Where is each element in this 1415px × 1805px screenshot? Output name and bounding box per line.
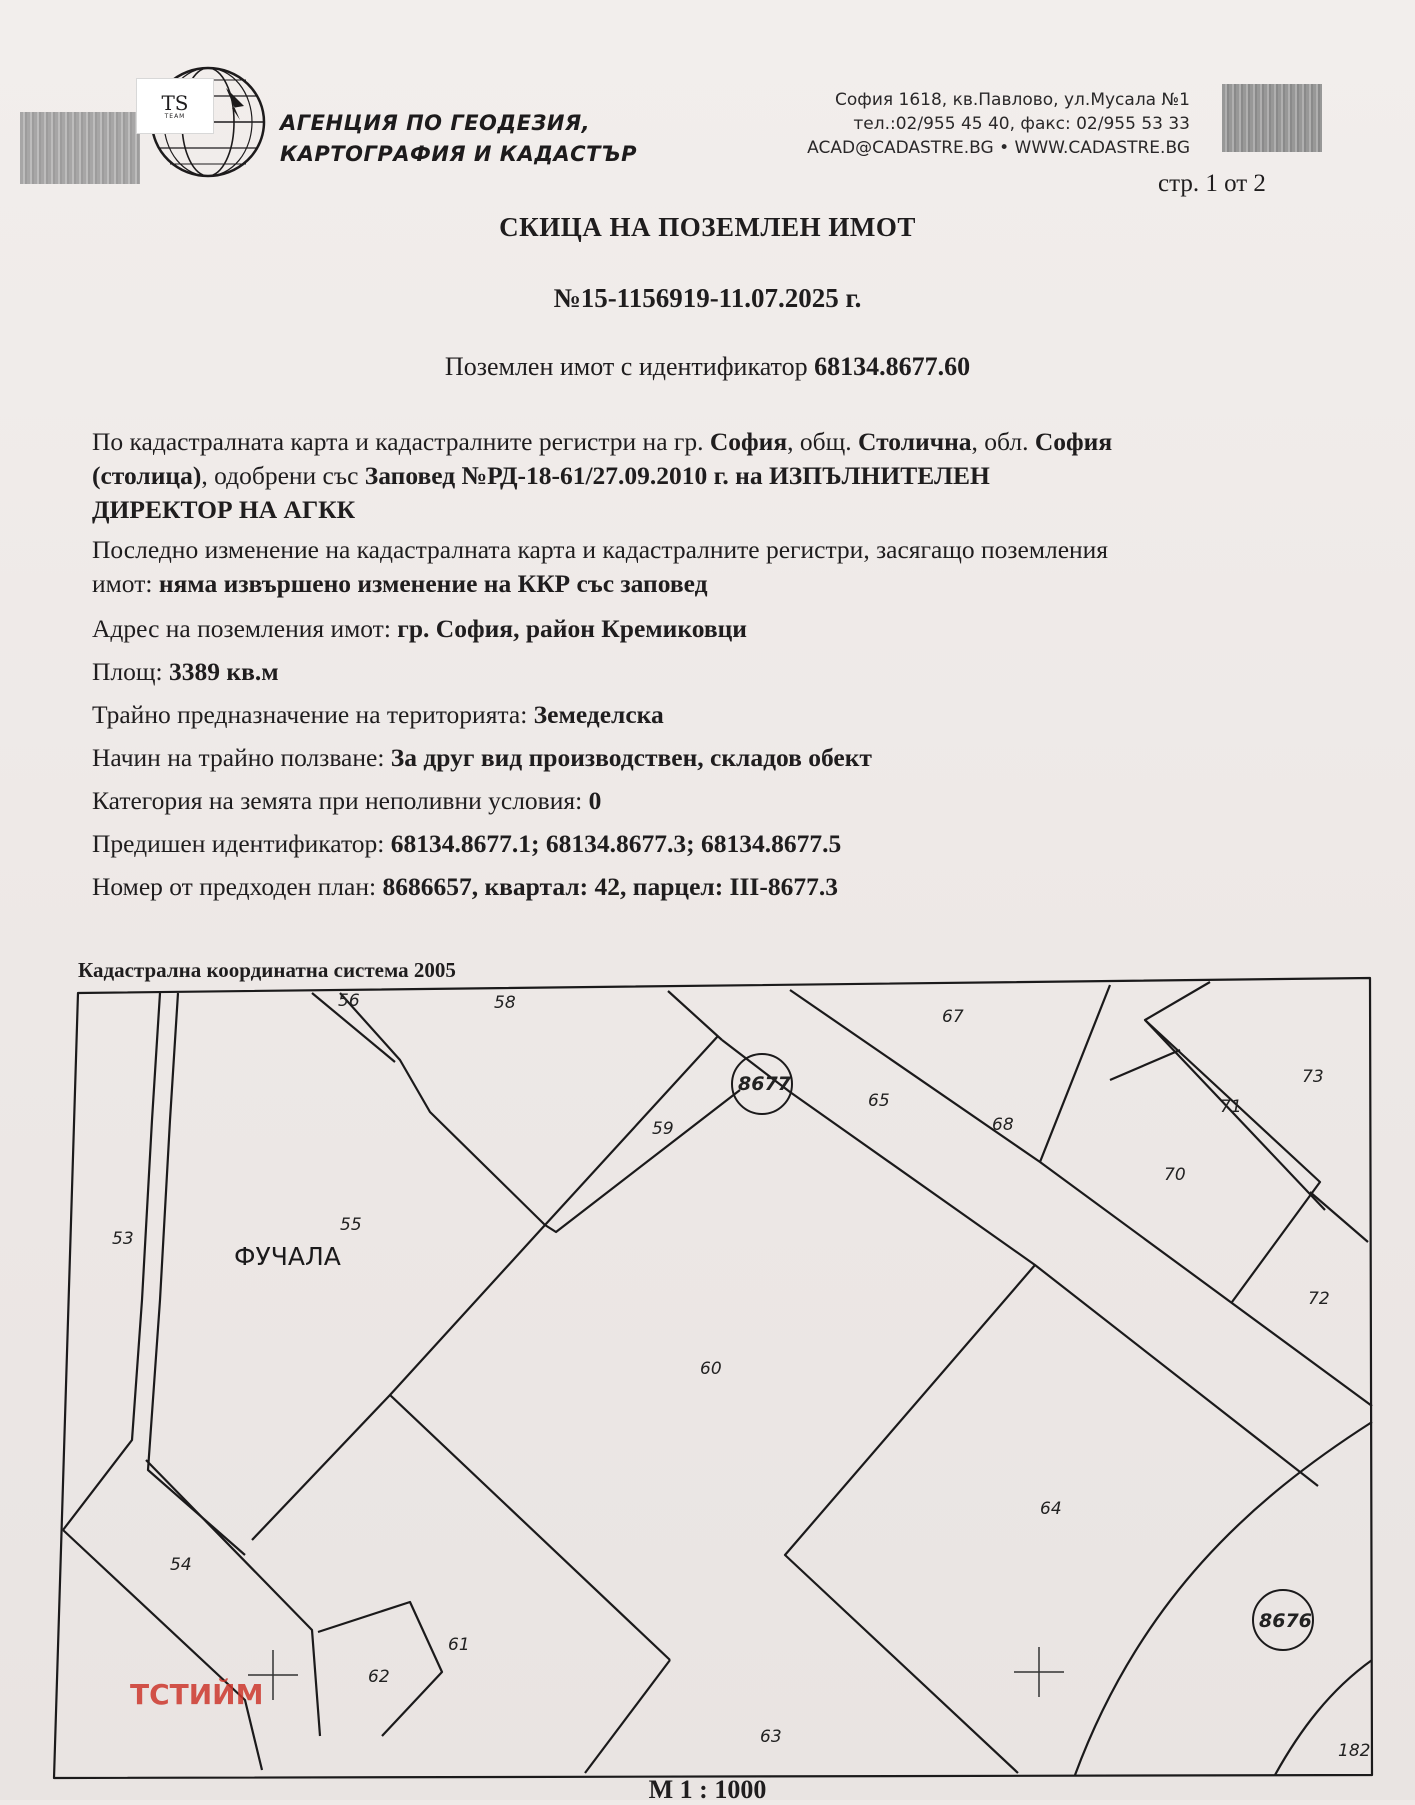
field-label: Предишен идентификатор: <box>92 829 391 858</box>
field-value: 68134.8677.1; 68134.8677.3; 68134.8677.5 <box>390 829 842 858</box>
parcel-label-64: 64 <box>1040 1499 1062 1519</box>
contact-address: София 1618, кв.Павлово, ул.Мусала №1 <box>835 90 1190 110</box>
field-value: 0 <box>588 786 602 815</box>
parcel-label-68: 68 <box>992 1115 1014 1135</box>
basis-text-2: , общ. <box>787 427 859 456</box>
parcel-boundary <box>785 1265 1035 1773</box>
parcel-label-59: 59 <box>652 1119 674 1139</box>
basis-region-note: (столица) <box>92 461 202 490</box>
parcel-boundary <box>1310 1192 1368 1242</box>
field-label: Адрес на поземления имот: <box>92 614 398 643</box>
basis-text-1: По кадастралната карта и кадастралните регистри на гр. <box>92 427 710 456</box>
field-label: Номер от предходен план: <box>92 872 383 901</box>
field-label: Начин на трайно ползване: <box>92 743 391 772</box>
locality-label: ФУЧАЛА <box>234 1242 341 1271</box>
block-label-8677: 8677 <box>738 1073 791 1095</box>
coordinate-system-label: Кадастрална координатна система 2005 <box>78 958 456 982</box>
parcel-label-60: 60 <box>700 1359 722 1379</box>
parcel-label-72: 72 <box>1308 1289 1330 1309</box>
last-change-value: няма извършено изменение на ККР със заповед <box>158 569 708 598</box>
parcel-label-55: 55 <box>340 1215 362 1235</box>
agency-name-line2: КАРТОГРАФИЯ И КАДАСТЪР <box>280 142 638 166</box>
contact-email-web: ACAD@CADASTRE.BG • WWW.CADASTRE.BG <box>807 138 1190 158</box>
agency-name-line1: АГЕНЦИЯ ПО ГЕОДЕЗИЯ, <box>280 111 591 135</box>
parcel-boundary <box>545 1036 718 1225</box>
page-number: стр. 1 от 2 <box>1158 170 1266 197</box>
parcel-label-58: 58 <box>494 993 516 1013</box>
basis-order: Заповед №РД-18-61/27.09.2010 г. на ИЗПЪЛНИТЕЛЕН <box>364 461 990 490</box>
parcel-boundary <box>1145 982 1320 1302</box>
basis-city: София <box>709 427 788 456</box>
parcel-label-71: 71 <box>1220 1097 1242 1117</box>
basis-authority: ДИРЕКТОР НА АГКК <box>92 495 356 524</box>
parcel-boundary <box>790 990 1372 1406</box>
basis-municipality: Столична <box>858 427 972 456</box>
document-number: №15-1156919-11.07.2025 г. <box>553 283 862 313</box>
last-change-label-2: имот: <box>92 569 159 598</box>
contact-phone-fax: тел.:02/955 45 40, факс: 02/955 53 33 <box>853 114 1190 134</box>
parcel-label-63: 63 <box>760 1727 782 1747</box>
field-label: Трайно предназначение на територията: <box>92 700 534 729</box>
road-line <box>63 993 160 1530</box>
parcel-boundary <box>545 1090 740 1232</box>
parcel-label-65: 65 <box>868 1091 890 1111</box>
identifier-value: 68134.8677.60 <box>814 352 971 381</box>
basis-text-3: , обл. <box>971 427 1035 456</box>
basis-region: София <box>1034 427 1113 456</box>
parcel-boundary <box>668 991 722 1040</box>
field-value: За друг вид производствен, складов обект <box>390 743 872 772</box>
last-change-label-1: Последно изменение на кадастралната карта и кадастралните регистри, засягащо поземления <box>92 535 1109 564</box>
parcel-boundary <box>390 1225 670 1660</box>
field-label: Площ: <box>92 657 169 686</box>
parcel-label-182: 182 <box>1338 1741 1371 1761</box>
parcel-boundary <box>252 1395 390 1540</box>
field-value: 8686657, квартал: 42, парцел: III-8677.3 <box>382 872 838 901</box>
parcel-label-56: 56 <box>338 991 360 1011</box>
field-value: Земеделска <box>533 700 664 729</box>
block-label-8676: 8676 <box>1259 1610 1312 1632</box>
parcel-label-53: 53 <box>112 1229 134 1249</box>
parcel-boundary <box>1110 1050 1180 1080</box>
parcel-label-67: 67 <box>942 1007 964 1027</box>
document-title: СКИЦА НА ПОЗЕМЛЕН ИМОТ <box>499 212 916 242</box>
parcel-boundary <box>1040 985 1110 1162</box>
logo-text: TS <box>161 90 189 115</box>
watermark-text: ТСТИЙМ <box>130 1678 264 1711</box>
parcel-label-73: 73 <box>1302 1067 1324 1087</box>
identifier-label: Поземлен имот с идентификатор <box>444 352 815 381</box>
field-value: гр. София, район Кремиковци <box>397 614 747 643</box>
field-value: 3389 кв.м <box>169 657 279 686</box>
parcel-label-62: 62 <box>368 1667 390 1687</box>
parcel-label-61: 61 <box>448 1635 470 1655</box>
road-line <box>148 993 245 1555</box>
logo-subtext: TEAM <box>164 112 186 120</box>
parcel-boundary <box>340 993 545 1225</box>
parcel-label-70: 70 <box>1164 1165 1186 1185</box>
field-label: Категория на земята при неполивни условия: <box>92 786 589 815</box>
parcel-label-54: 54 <box>170 1555 192 1575</box>
basis-text-4: , одобрени със <box>201 461 365 490</box>
parcel-boundary <box>585 1660 670 1773</box>
parcel-boundary <box>1075 1422 1372 1775</box>
block-labels <box>738 1073 1312 1632</box>
road-line <box>63 1530 262 1770</box>
map-scale: М 1 : 1000 <box>648 1775 767 1804</box>
